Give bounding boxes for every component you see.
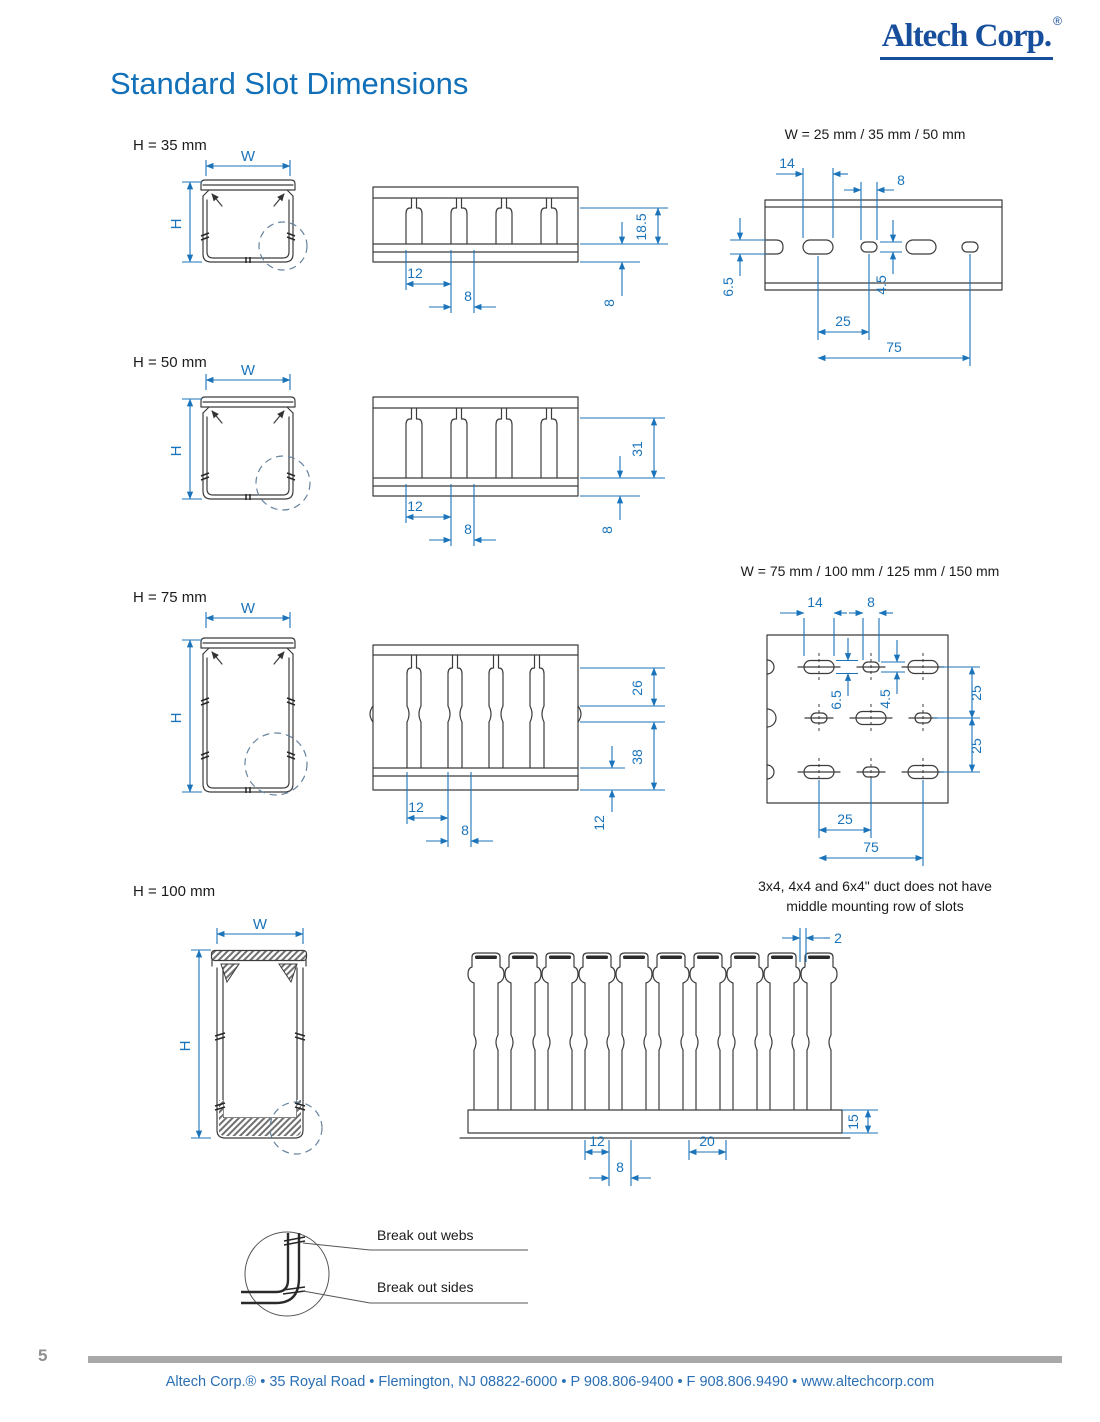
dim-base-h75: 12: [591, 815, 607, 831]
dim-web-gap-h100: 2: [834, 930, 842, 946]
mounting-rail-large: [767, 594, 984, 866]
dim-lower-h75: 38: [629, 749, 645, 765]
dim-pitch-h75: 12: [408, 799, 424, 815]
dim-spacing-rail-small: 25: [835, 313, 851, 329]
mounting-rail-small: [720, 155, 1002, 366]
dim-slot-height-rail-large: 6.5: [828, 690, 844, 710]
dim-slot-width-h50: 8: [464, 521, 472, 537]
side-view-h35: [373, 187, 668, 313]
dim-base-h100: 15: [845, 1114, 861, 1130]
dim-small-slot-height-rail-large: 4.5: [877, 689, 893, 709]
page-title: Standard Slot Dimensions: [110, 66, 469, 101]
dim-wide-slot-h100: 20: [699, 1133, 715, 1149]
dim-slot-width-h75: 8: [461, 822, 469, 838]
cross-section-h100: [177, 916, 322, 1154]
dim-slot-width-h35: 8: [464, 288, 472, 304]
dim-pitch-h50: 12: [407, 498, 423, 514]
logo-text: Altech Corp.: [880, 18, 1053, 60]
dim-small-slot-length-rail-large: 8: [867, 594, 875, 610]
dim-col-spacing-rail-large: 25: [837, 811, 853, 827]
breakout-detail: [241, 1232, 528, 1316]
dim-base-h50: 8: [599, 526, 615, 534]
section-label-h100: H = 100 mm: [133, 883, 216, 900]
dim-w-h35: W: [240, 148, 256, 165]
page-number: 5: [38, 1346, 48, 1365]
dim-h-h75: H: [168, 712, 185, 724]
duct-note-line2: middle mounting row of slots: [786, 898, 964, 914]
dim-h-h35: H: [168, 218, 185, 230]
section-label-h75: H = 75 mm: [133, 589, 207, 606]
side-view-h75: [370, 645, 665, 847]
breakout-webs-label: Break out webs: [374, 1227, 477, 1243]
registered-mark: ®: [1053, 14, 1062, 28]
dim-small-slot-length-rail-small: 8: [897, 172, 905, 188]
leader-webs: [303, 1243, 528, 1250]
breakout-sides-label: Break out sides: [374, 1279, 477, 1295]
dim-w-h100: W: [252, 916, 268, 933]
dim-upper-h75: 26: [629, 680, 645, 696]
dim-w-h75: W: [240, 600, 256, 617]
dim-row-pitch-rail-small: 75: [886, 339, 902, 355]
dim-small-slot-height-rail-small: 4.5: [873, 275, 889, 295]
dim-w-h50: W: [240, 362, 256, 379]
section-label-h35: H = 35 mm: [133, 137, 207, 154]
section-label-h50: H = 50 mm: [133, 354, 207, 371]
footer-contact-line: Altech Corp.® • 35 Royal Road • Flemington, NJ 08822-6000 • P 908.806-9400 • F 908.806.9490 • www.altechcorp.com: [165, 1374, 935, 1390]
dim-slot-length-rail-small: 14: [779, 155, 795, 171]
dim-col-pitch-rail-large: 75: [863, 839, 879, 855]
side-view-h100: [460, 928, 878, 1186]
dim-h-h100: H: [177, 1040, 194, 1052]
leader-sides: [303, 1291, 528, 1303]
dim-row-spacing-1: 25: [968, 685, 984, 701]
dim-h-h50: H: [168, 445, 185, 457]
dim-row-spacing-2: 25: [968, 738, 984, 754]
side-view-h50: [373, 397, 665, 546]
cross-section-h50: [168, 362, 310, 510]
dim-slot-height-rail-small: 6.5: [720, 277, 736, 297]
dim-pitch-h35: 12: [407, 265, 423, 281]
rail-large-title: W = 75 mm / 100 mm / 125 mm / 150 mm: [740, 563, 1000, 579]
dim-slot-width-h100: 8: [616, 1159, 624, 1175]
rail-small-title: W = 25 mm / 35 mm / 50 mm: [784, 126, 966, 142]
duct-note-line1: 3x4, 4x4 and 6x4" duct does not have: [758, 878, 992, 894]
dim-base-h35: 8: [601, 299, 617, 307]
dim-pitch-h100: 12: [589, 1133, 605, 1149]
dim-slot-length-rail-large: 14: [807, 594, 823, 610]
dim-slot-depth-h50: 31: [629, 441, 645, 457]
cross-section-h75: [168, 600, 307, 795]
dim-slot-depth-h35: 18.5: [633, 213, 649, 241]
cross-section-h35: [168, 148, 307, 270]
